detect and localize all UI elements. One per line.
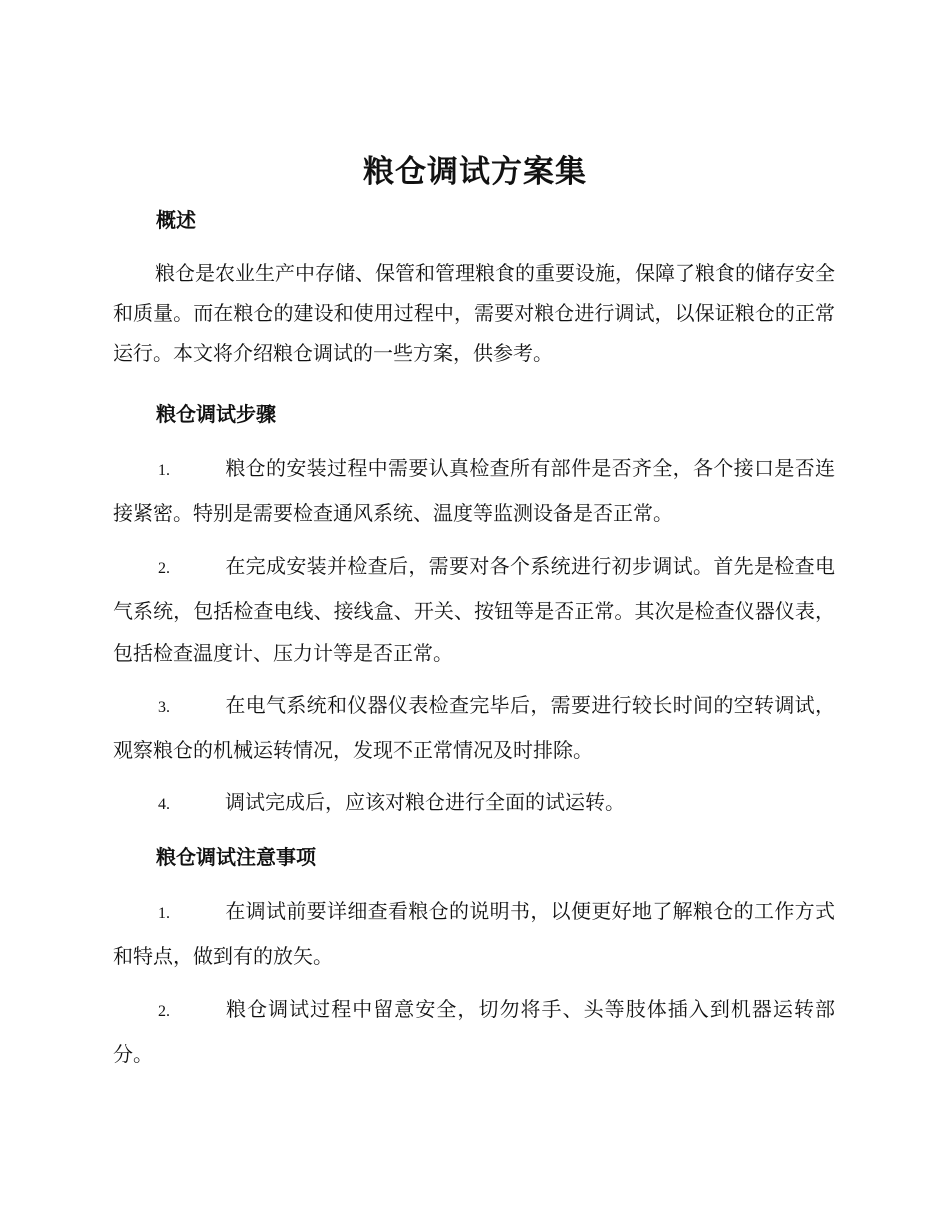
list-item-number: 3. bbox=[158, 699, 170, 716]
document-title: 粮仓调试方案集 bbox=[363, 154, 587, 190]
overview-paragraph: 粮仓是农业生产中存储、保管和管理粮食的重要设施，保障了粮食的储存安全和质量。而在粮仓的建设和使用过程中，需要对粮仓进行调试，以保证粮仓的正常运行。本文将介绍粮仓调试的一些方案，供参考。 bbox=[113, 261, 835, 365]
list-item bbox=[113, 447, 835, 534]
list-item-text: 在电气系统和仪器仪表检查完毕后，需要进行较长时间的空转调试，观察粮仓的机械运转情况，发现不正常情况及时排除。 bbox=[113, 693, 835, 762]
list-item bbox=[113, 781, 835, 826]
list-item-number: 4. bbox=[158, 796, 170, 813]
section-heading-notes: 粮仓调试注意事项 bbox=[156, 845, 316, 869]
list-item-text: 粮仓的安装过程中需要认真检查所有部件是否齐全，各个接口是否连接紧密。特别是需要检查通风系统、温度等监测设备是否正常。 bbox=[113, 456, 835, 525]
list-item-text: 调试完成后，应该对粮仓进行全面的试运转。 bbox=[225, 790, 625, 814]
list-item bbox=[113, 890, 835, 977]
list-item bbox=[113, 988, 835, 1075]
list-item-text: 粮仓调试过程中留意安全，切勿将手、头等肢体插入到机器运转部分。 bbox=[113, 997, 835, 1066]
list-item-number: 2. bbox=[158, 560, 170, 577]
list-item-number: 2. bbox=[158, 1003, 170, 1020]
list-item-number: 1. bbox=[158, 462, 170, 479]
list-item bbox=[113, 545, 835, 674]
section-heading-steps: 粮仓调试步骤 bbox=[156, 402, 276, 426]
list-item-text: 在调试前要详细查看粮仓的说明书，以便更好地了解粮仓的工作方式和特点，做到有的放矢。 bbox=[113, 899, 835, 968]
section-heading-overview: 概述 bbox=[156, 208, 196, 232]
list-item-number: 1. bbox=[158, 905, 170, 922]
list-item-text: 在完成安装并检查后，需要对各个系统进行初步调试。首先是检查电气系统，包括检查电线、接线盒、开关、按钮等是否正常。其次是检查仪器仪表，包括检查温度计、压力计等是否正常。 bbox=[113, 554, 835, 665]
list-item bbox=[113, 684, 835, 771]
